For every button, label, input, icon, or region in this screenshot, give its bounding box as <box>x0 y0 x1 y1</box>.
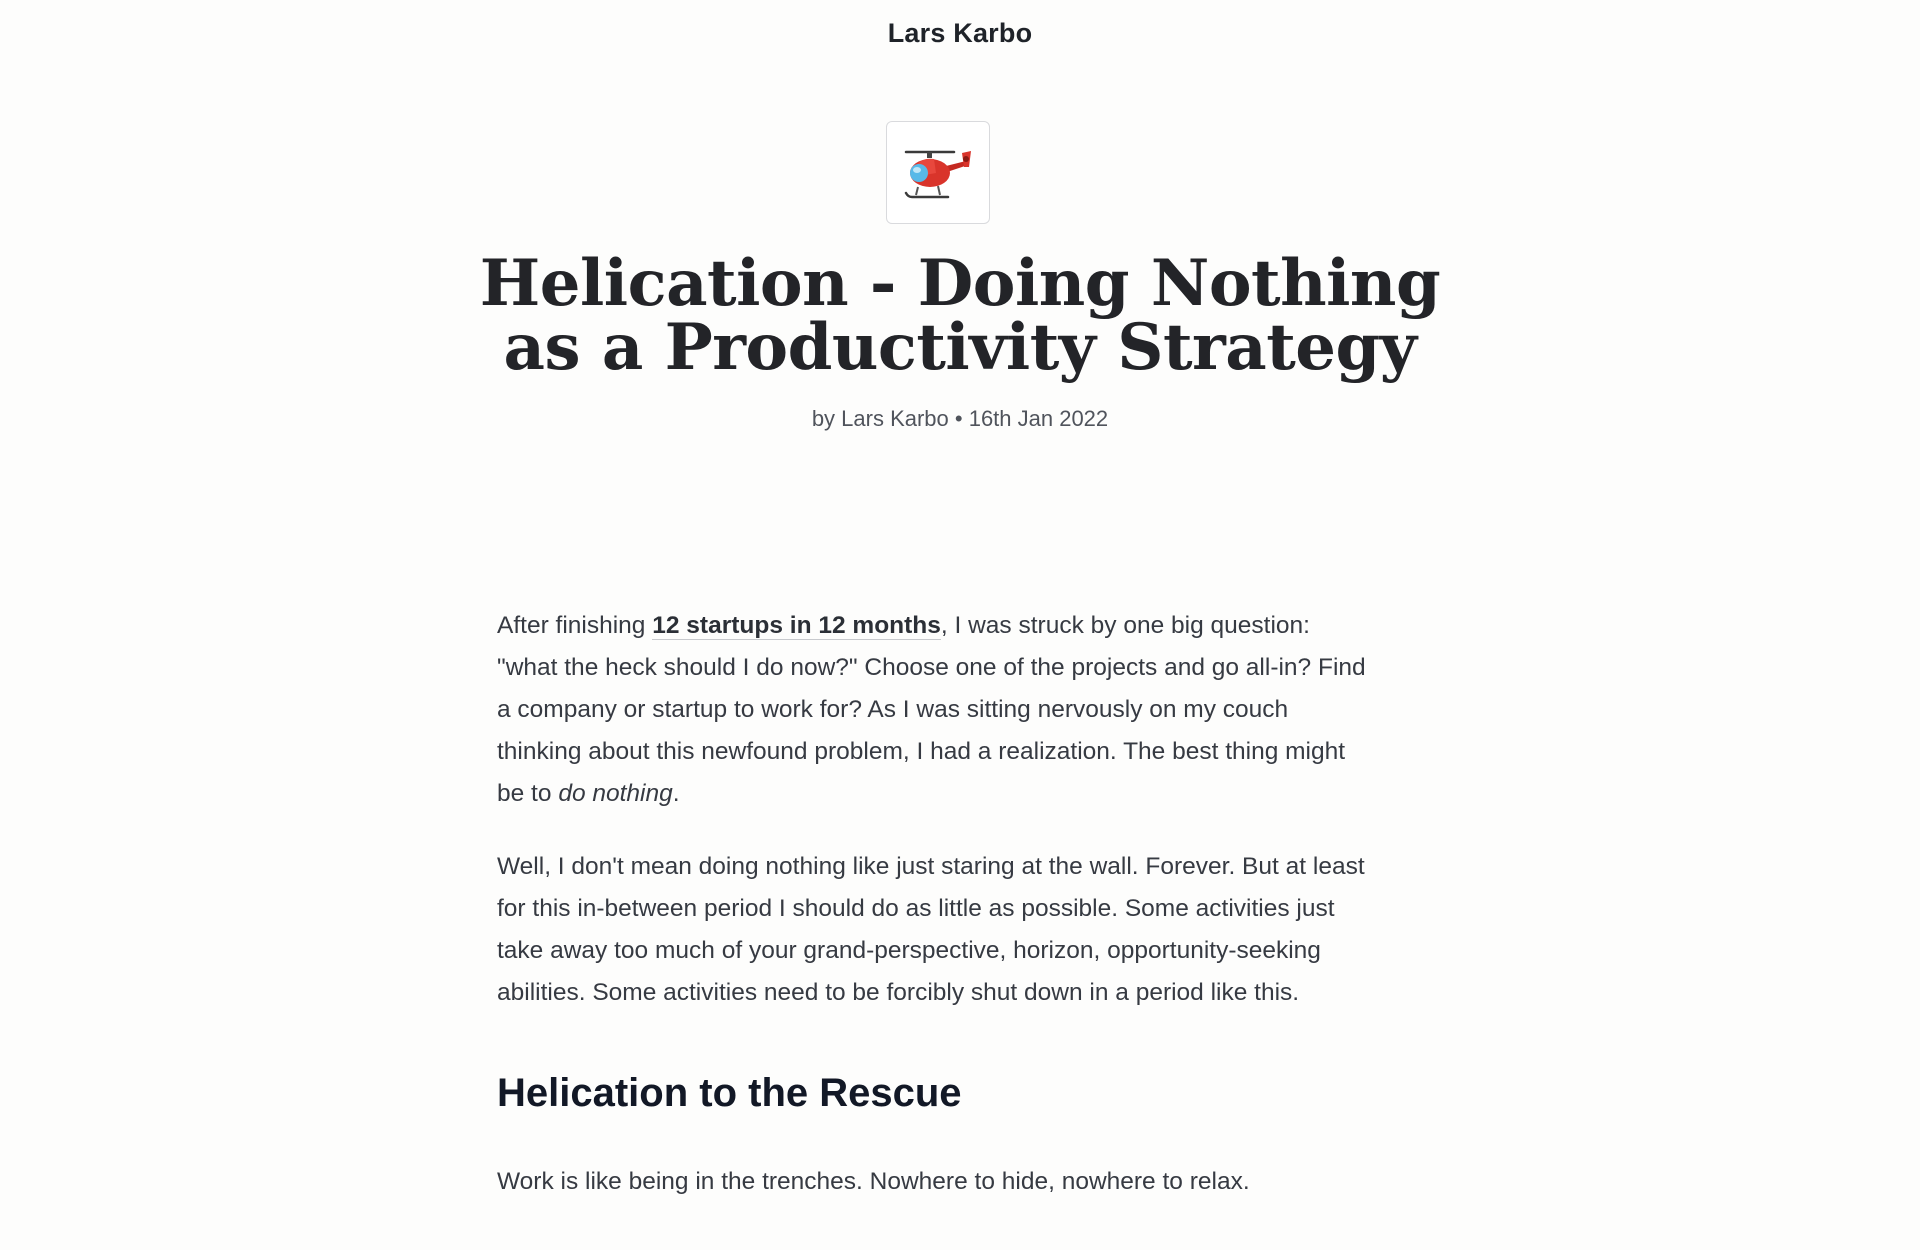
emphasis-do-nothing: do nothing <box>558 780 673 807</box>
post-byline: by Lars Karbo • 16th Jan 2022 <box>811 406 1109 431</box>
article-body <box>497 605 1367 1234</box>
post-title: Helication - Doing Nothing as a Productivity Strategy <box>479 246 1441 385</box>
intro-text-continued: , I was struck by one big question: "what the heck should I do now?" Choose one of the projects and go all-in? Find a company or startup to work for? As I was sitting nervously on my couch thinking about this newfound problem, I had a realization. The best thing might be to <box>497 612 1366 807</box>
startups-link[interactable]: 12 startups in 12 months <box>652 612 941 639</box>
section-heading: Helication to the Rescue <box>497 1071 962 1115</box>
paragraph-intro <box>497 605 1367 815</box>
helicopter-icon <box>902 143 974 203</box>
post-icon-box <box>886 121 990 224</box>
site-name[interactable]: Lars Karbo <box>887 18 1033 48</box>
paragraph-2: Well, I don't mean doing nothing like just staring at the wall. Forever. But at least for this in-between period I should do as little as possible. Some activities just take away too much of your grand-perspective, horizon, opportunity-seeking abilities. Some activities need to be forcibly shut down in a period like this. <box>497 853 1365 1006</box>
intro-end: . <box>672 780 680 807</box>
paragraph-3: Work is like being in the trenches. Nowhere to hide, nowhere to relax. <box>497 1168 1250 1195</box>
intro-text: After finishing <box>497 612 653 639</box>
